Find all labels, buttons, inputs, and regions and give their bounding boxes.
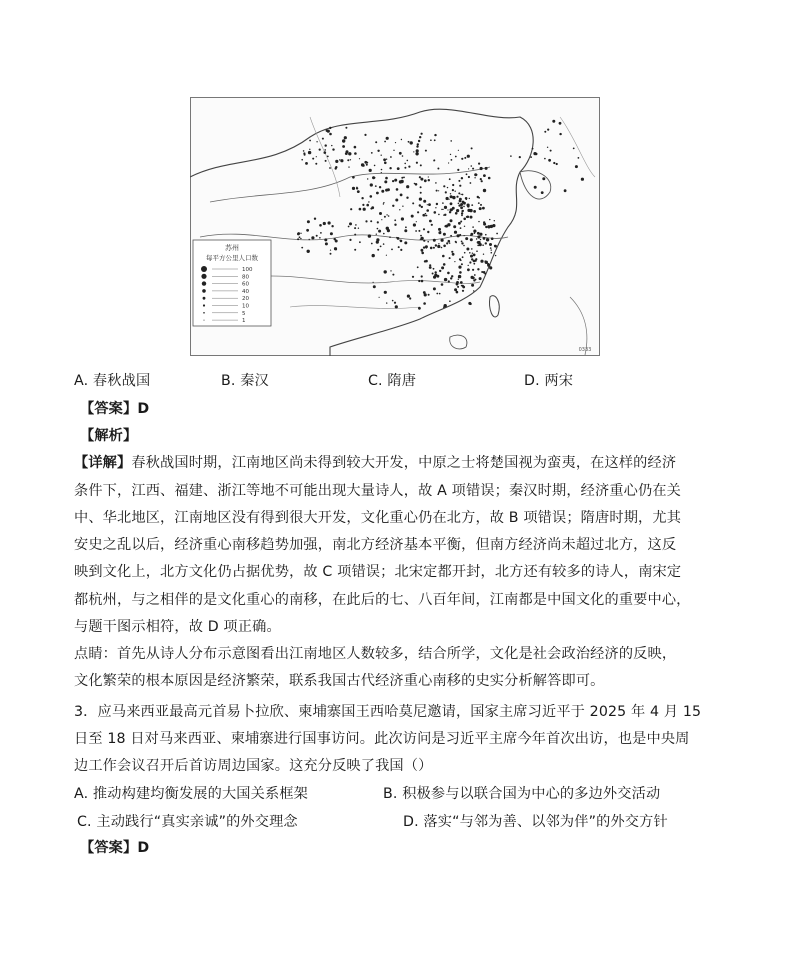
detail-text: 春秋战国时期，江南地区尚未得到较大开发，中原之士将楚国视为蛮夷，在这样的经济	[131, 455, 677, 471]
legend-symbol	[201, 266, 207, 272]
q2-option-a: A. 春秋战国	[74, 373, 151, 389]
map-graphic	[190, 97, 600, 356]
legend-subtitle: 每平方公里人口数	[206, 254, 258, 262]
comment-line-1: 点睛：首先从诗人分布示意图看出江南地区人数较多，结合所学，文化是社会政治经济的反映，	[74, 646, 677, 662]
q2-option-c: C. 隋唐	[368, 373, 417, 389]
detail-tag: 【详解】	[74, 455, 132, 471]
detail-line-5: 映到文化上，北方文化仍占据优势，故 C 项错误；北宋定都开封，北方还有较多的诗人，南宋定	[74, 564, 682, 580]
comment-line-2: 文化繁荣的根本原因是经济繁荣，联系我国古代经济重心南移的史实分析解答即可。	[74, 673, 605, 689]
detail-line-1	[74, 453, 676, 473]
legend-symbol	[203, 312, 205, 314]
q2-option-b: B. 秦汉	[221, 373, 269, 389]
legend-value: 100	[242, 267, 253, 273]
legend-symbol	[202, 289, 206, 293]
q3-answer	[80, 838, 149, 858]
legend-symbol	[204, 320, 205, 321]
answer-tag: 【答案】	[80, 401, 138, 417]
legend-symbol	[203, 304, 205, 306]
answer-value: D	[137, 840, 150, 856]
legend-value: 40	[242, 288, 249, 295]
q3-option-c: C. 主动践行“真实亲诚”的外交理念	[77, 814, 298, 830]
detail-line-3: 中、华北地区，江南地区没有得到很大开发，文化重心仍在北方，故 B 项错误；隋唐时期，尤其	[74, 510, 682, 526]
legend-symbol	[202, 281, 206, 285]
q3-stem-line-2: 日至 18 日对马来西亚、柬埔寨进行国事访问。此次访问是习近平主席今年首次出访，也是中央周	[74, 731, 690, 747]
legend-symbol	[201, 274, 206, 279]
q2-answer	[80, 399, 149, 419]
legend-value: 10	[242, 303, 249, 310]
legend-value: 5	[242, 310, 246, 317]
detail-line-4: 安史之乱以后，经济重心南移趋势加强，南北方经济基本平衡，但南方经济尚未超过北方，这反	[74, 537, 677, 553]
legend-symbol	[203, 297, 206, 300]
q3-option-b: B. 积极参与以联合国为中心的多边外交活动	[383, 786, 661, 802]
analysis-tag: 【解析】	[80, 428, 138, 444]
scale-mark: 0333	[578, 347, 592, 353]
detail-line-2: 条件下，江西、福建、浙江等地不可能出现大量诗人，故 A 项错误；秦汉时期，经济重心仍在关	[74, 483, 682, 499]
legend-value: 20	[242, 296, 249, 303]
answer-value: D	[137, 401, 150, 417]
q2-option-d: D. 两宋	[524, 373, 574, 389]
q3-stem-line-3: 边工作会议召开后首访周边国家。这充分反映了我国（）	[74, 758, 433, 774]
q3-option-a: A. 推动构建均衡发展的大国关系框架	[74, 786, 308, 802]
detail-line-7: 与题干图示相符，故 D 项正确。	[74, 619, 281, 635]
answer-tag: 【答案】	[80, 840, 138, 856]
q3-option-d: D. 落实“与邻为善、以邻为伴”的外交方针	[403, 814, 668, 830]
legend-title: 苏州	[225, 244, 239, 252]
q3-stem-line-1: 3．应马来西亚最高元首易卜拉欣、柬埔寨国王西哈莫尼邀请，国家主席习近平于 2025 年 4 月 15	[74, 704, 702, 720]
map-legend	[193, 240, 271, 326]
legend-value: 80	[242, 274, 249, 281]
legend-value: 1	[242, 318, 246, 325]
detail-line-6: 都杭州，与之相伴的是文化重心的南移，在此后的七、八百年间，江南都是中国文化的重要中心，	[74, 592, 691, 608]
poet-distribution-map	[190, 97, 600, 356]
legend-value: 60	[242, 281, 249, 288]
